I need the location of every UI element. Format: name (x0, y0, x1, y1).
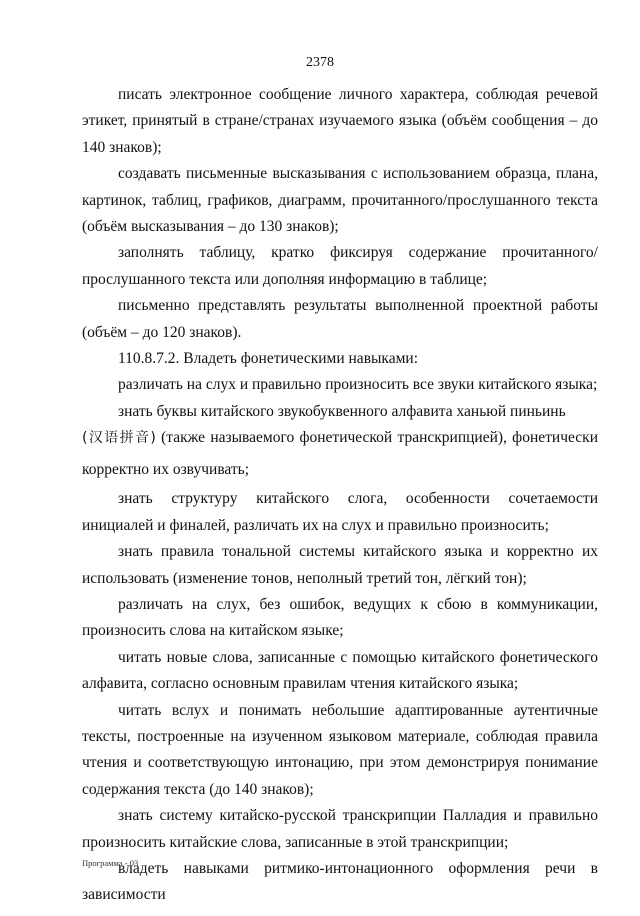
paragraph: знать структуру китайского слога, особенности сочетаемости инициалей и финалей, различать их на слух и правильно произносить; (82, 490, 598, 534)
paragraph: читать вслух и понимать небольшие адаптированные аутентичные тексты, построенные на изученном языковом материале, соблюдая правила чтения и соответствующую интонацию, при этом демонстрируя понимание содержания текста (до 140 знаков); (82, 701, 598, 798)
footer-label: Программа - 03 (82, 858, 139, 868)
paragraph: владеть навыками ритмико-интонационного оформления речи в зависимости (82, 859, 598, 904)
paragraph: создавать письменные высказывания с использованием образца, плана, картинок, таблиц, графиков, диаграмм, прочитанного/прослушанного текста (объём высказывания – до 130 знаков); (82, 165, 598, 236)
paragraph: знать правила тональной системы китайского языка и корректно их использовать (изменение тонов, неполный третий тон, лёгкий тон); (82, 543, 598, 587)
paragraph-text: знать буквы китайского звукобуквенного алфавита ханьюй пиньинь (118, 402, 566, 420)
chinese-term: (汉语拼音) (82, 430, 156, 447)
paragraph: знать систему китайско-русской транскрипции Палладия и правильно произносить китайские слова, записанные в этой транскрипции; (82, 807, 598, 851)
paragraph: заполнять таблицу, кратко фиксируя содержание прочитанного/ прослушанного текста или дополняя информацию в таблице; (82, 244, 598, 288)
paragraph: писать электронное сообщение личного характера, соблюдая речевой этикет, принятый в стране/странах изучаемого языка (объём сообщения – до 140 знаков); (82, 86, 598, 156)
section-heading: 110.8.7.2. Владеть фонетическими навыками: (118, 350, 419, 368)
paragraph-text: (также называемого фонетической транскрипцией), фонетически корректно их озвучивать; (82, 429, 598, 479)
paragraph: письменно представлять результаты выполненной проектной работы (объём – до 120 знаков). (82, 297, 598, 341)
paragraph (82, 422, 598, 486)
paragraph: различать на слух, без ошибок, ведущих к сбою в коммуникации, произносить слова на китайском языке; (82, 595, 598, 640)
page-number: 2378 (306, 55, 334, 70)
paragraph: различать на слух и правильно произносить все звуки китайского языка; (118, 376, 598, 394)
paragraph: читать новые слова, записанные с помощью китайского фонетического алфавита, согласно основным правилам чтения китайского языка; (82, 648, 598, 693)
document-body (82, 82, 598, 909)
